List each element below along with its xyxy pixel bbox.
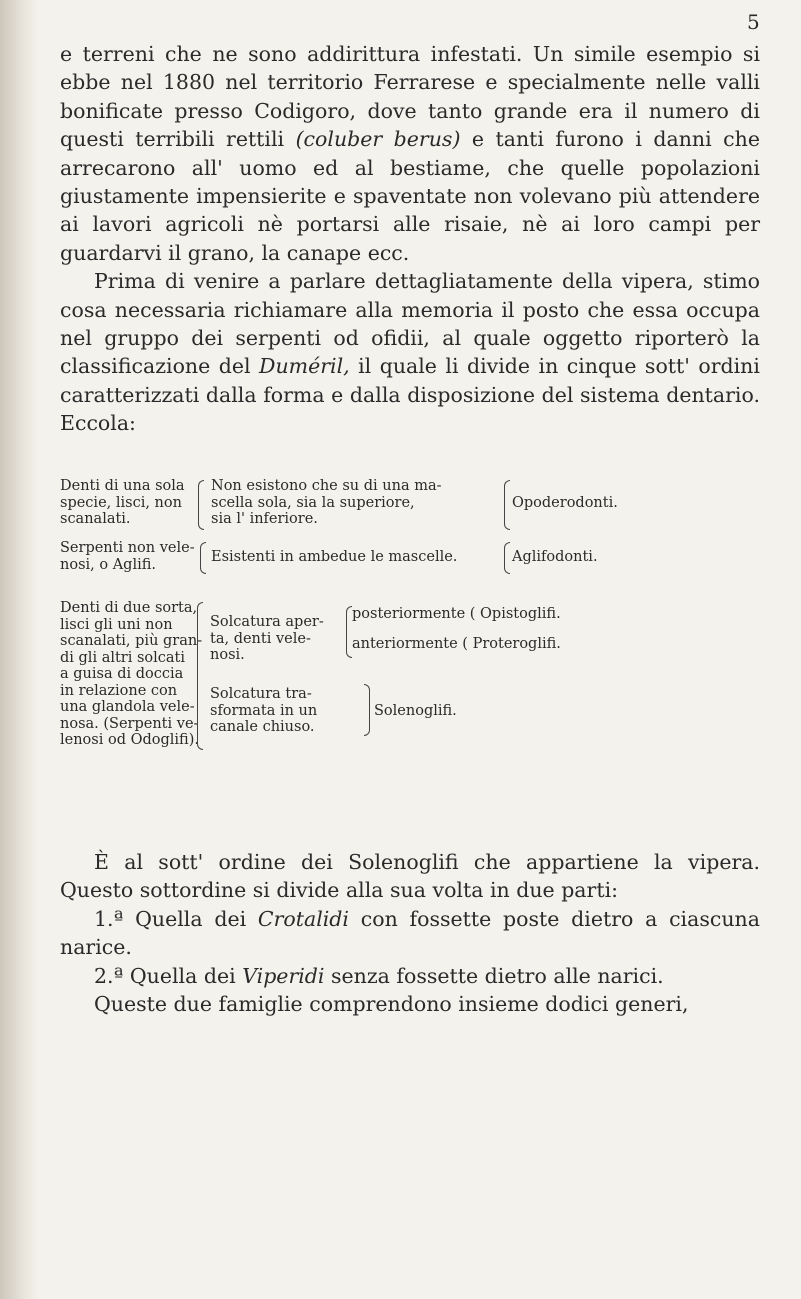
brace xyxy=(364,684,370,736)
page-edge-shadow xyxy=(0,0,40,1299)
paragraph-1: e terreni che ne sono addirittura infestati. Un simile esempio si ebbe nel 1880 nel territorio Ferrarese e specialmente nelle valli bonificate presso Codigoro, dove tanto grande era il numero di questi terribili rettili (coluber berus) e tanti furono i danni che arrecarono all' uomo ed al bestiame, che quelle popolazioni giustamente impensierite e spaventate non volevano più attendere ai lavori agricoli nè portarsi alle risaie, nè ai loro campi per guardarvi il grano, la canape ecc. xyxy=(60,42,760,265)
list-item: 2.ª Quella dei Viperidi senza fossette dietro alle narici. xyxy=(94,963,664,988)
brace xyxy=(504,542,510,574)
list-item: 1.ª Quella dei Crotalidi con fossette poste dietro a ciascuna narice. xyxy=(60,906,760,960)
order-proteroglifi: anteriormente ( Proteroglifi. xyxy=(352,636,561,652)
family-name: Viperidi xyxy=(242,963,325,988)
family-name: Crotalidi xyxy=(257,906,349,931)
order-aglifodonti: Aglifodonti. xyxy=(512,549,598,565)
brace xyxy=(197,602,203,750)
order-solenoglifi: Solenoglifi. xyxy=(374,703,457,719)
top-text xyxy=(60,40,760,438)
group1-sub2-label: Serpenti non vele- nosi, o Aglifi. xyxy=(60,540,195,573)
species-name: (coluber berus) xyxy=(295,127,461,152)
open-groove: Solcatura aper- ta, denti vele- nosi. xyxy=(210,614,324,663)
closed-groove: Solcatura tra- sformata in un canale chiuso. xyxy=(210,686,318,735)
author-name: Duméril, xyxy=(259,354,350,379)
group1-label: Denti di una sola specie, lisci, non scanalati. xyxy=(60,478,185,527)
page-number: 5 xyxy=(747,10,760,34)
group1-sub2: Esistenti in ambedue le mascelle. xyxy=(211,549,458,565)
paragraph-3: È al sott' ordine dei Solenoglifi che appartiene la vipera. Questo sottordine si divide alla sua volta in due parti: xyxy=(60,850,760,903)
brace xyxy=(198,480,204,530)
brace xyxy=(504,480,510,530)
order-opoderodonti: Opoderodonti. xyxy=(512,495,618,511)
paragraph-2: Prima di venire a parlare dettagliatamente della vipera, stimo cosa necessaria richiamare alla memoria il posto che essa occupa nel gruppo dei serpenti od ofidii, al quale oggetto riporterò la classificazione del Duméril, il quale li divide in cinque sott' ordini caratterizzati dalla forma e dalla disposizione del sistema dentario. Eccola: xyxy=(60,269,760,436)
group1-sub1: Non esistono che su di una ma- scella sola, sia la superiore, sia l' inferiore. xyxy=(211,478,442,527)
order-opistoglifi: posteriormente ( Opistoglifi. xyxy=(352,606,561,622)
brace xyxy=(200,542,206,574)
bottom-text xyxy=(60,848,760,1018)
paragraph-4: Queste due famiglie comprendono insieme dodici generi, xyxy=(94,992,689,1017)
group2-label: Denti di due sorta, lisci gli uni non scanalati, più gran- di gli altri solcati a guisa di doccia in relazione con una glandola vele- nosa. (Serpenti ve- lenosi od Odoglifi). xyxy=(60,600,203,748)
